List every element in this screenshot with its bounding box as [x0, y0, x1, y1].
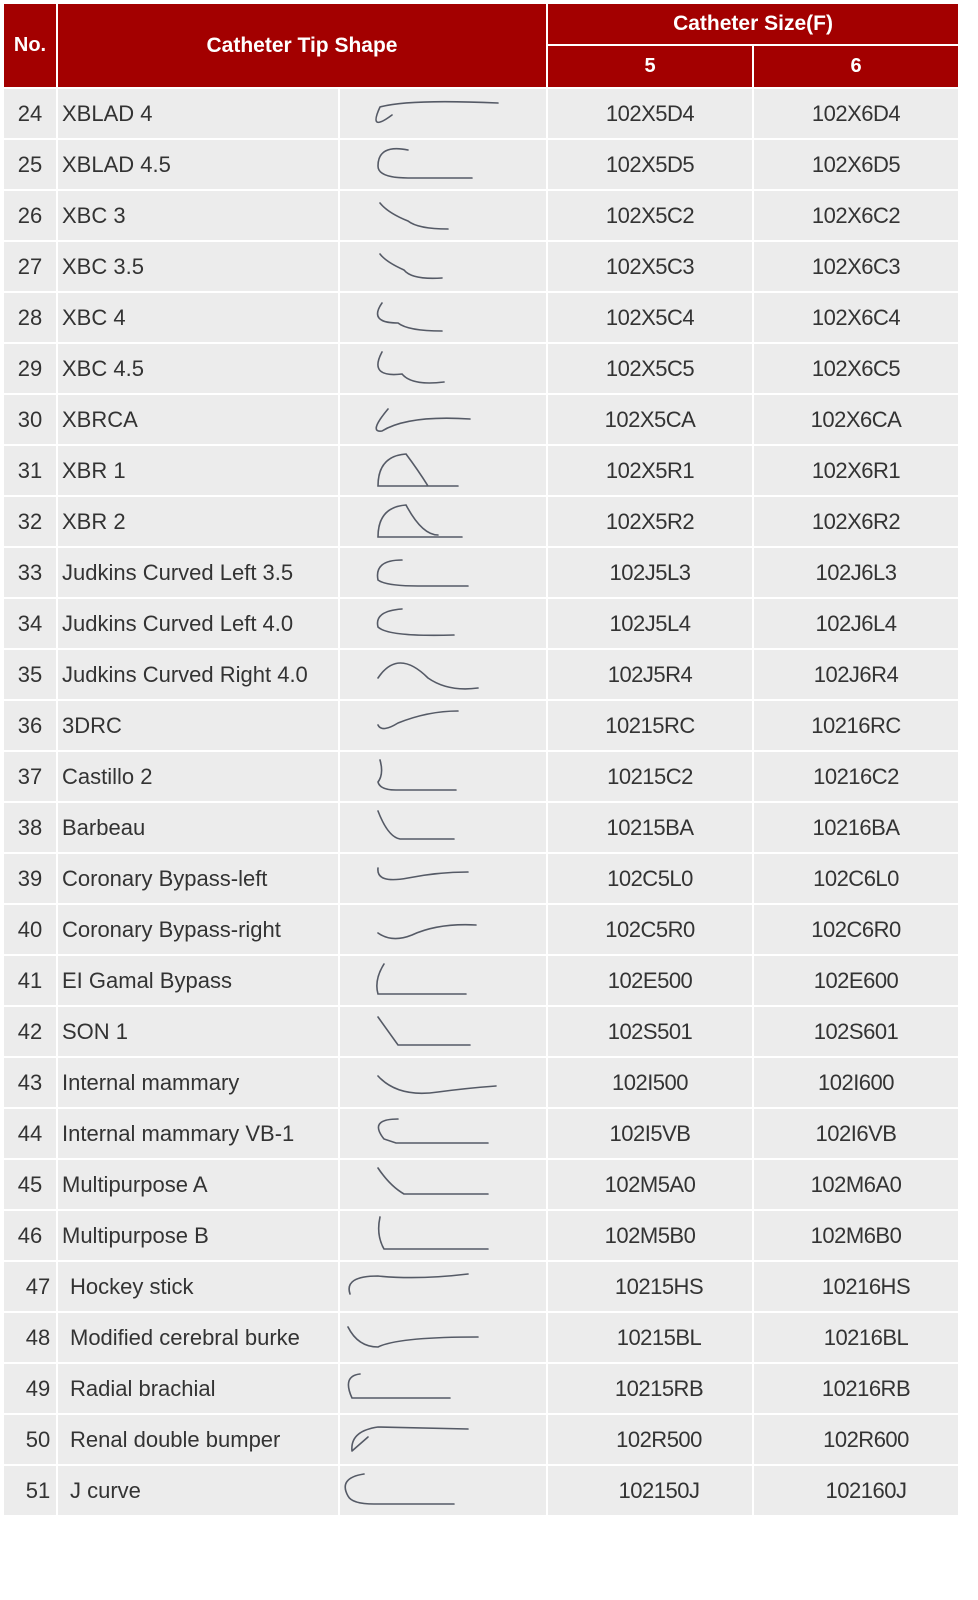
table-row	[3, 547, 959, 598]
catheter-table	[2, 2, 960, 1517]
table-row	[3, 292, 959, 343]
row-number: 47	[3, 1261, 57, 1312]
row-number: 34	[3, 598, 57, 649]
tip-shape-name: 3DRC	[57, 700, 339, 751]
table-row	[3, 1261, 959, 1312]
size-5-code: 102C5R0	[547, 904, 753, 955]
curve-line	[378, 711, 458, 729]
table-row	[3, 343, 959, 394]
table-row	[3, 1006, 959, 1057]
curve-line	[378, 1076, 496, 1093]
size-6-code: 102X6R1	[753, 445, 959, 496]
coronary-bypass-right-curve-icon	[368, 909, 518, 951]
size-5-code: 102R500	[547, 1414, 753, 1465]
curve-line	[378, 148, 472, 177]
size-6-code: 102I600	[753, 1057, 959, 1108]
tip-shape-name: Renal double bumper	[57, 1414, 339, 1465]
tip-shape-drawing	[339, 292, 547, 343]
xbrca-curve-icon	[368, 399, 518, 441]
tip-shape-name: Coronary Bypass-left	[57, 853, 339, 904]
tip-shape-name: XBC 3.5	[57, 241, 339, 292]
curve-line	[378, 924, 476, 938]
coronary-bypass-left-curve-icon	[368, 858, 518, 900]
size-6-code: 102C6R0	[753, 904, 959, 955]
curve-line	[378, 1017, 470, 1045]
size-5-code: 102X5C3	[547, 241, 753, 292]
size-6-code: 102X6R2	[753, 496, 959, 547]
size-5-code: 102E500	[547, 955, 753, 1006]
size-5-code: 102I500	[547, 1057, 753, 1108]
tip-shape-drawing	[339, 394, 547, 445]
size-6-code: 102M6B0	[753, 1210, 959, 1261]
row-number: 32	[3, 496, 57, 547]
tip-shape-name: Judkins Curved Right 4.0	[57, 649, 339, 700]
header-no: No.	[3, 3, 57, 88]
size-5-code: 102X5D4	[547, 88, 753, 139]
table-row	[3, 1108, 959, 1159]
judkins-left-3-5-curve-icon	[368, 552, 518, 594]
row-number: 42	[3, 1006, 57, 1057]
size-6-code: 10216RC	[753, 700, 959, 751]
table-row	[3, 1210, 959, 1261]
tip-shape-drawing	[339, 1210, 547, 1261]
multipurpose-a-curve-icon	[368, 1164, 518, 1206]
size-6-code: 10216C2	[753, 751, 959, 802]
size-6-code: 102X6C4	[753, 292, 959, 343]
row-number: 33	[3, 547, 57, 598]
header-row	[3, 3, 959, 45]
curve-line	[378, 352, 444, 383]
size-6-code: 102J6L4	[753, 598, 959, 649]
row-number: 39	[3, 853, 57, 904]
tip-shape-drawing	[339, 802, 547, 853]
curve-line	[345, 1474, 454, 1504]
curve-line	[378, 663, 478, 689]
table-row	[3, 1312, 959, 1363]
table-row	[3, 394, 959, 445]
son-1-curve-icon	[368, 1011, 518, 1053]
size-5-code: 102C5L0	[547, 853, 753, 904]
tip-shape-drawing	[339, 139, 547, 190]
tip-shape-name: XBC 4	[57, 292, 339, 343]
size-6-code: 102I6VB	[753, 1108, 959, 1159]
size-5-code: 102150J	[547, 1465, 753, 1516]
size-6-code: 10216BA	[753, 802, 959, 853]
tip-shape-name: XBLAD 4.5	[57, 139, 339, 190]
curve-line	[379, 1217, 488, 1249]
row-number: 51	[3, 1465, 57, 1516]
size-6-code: 10216RB	[753, 1363, 959, 1414]
table-row	[3, 241, 959, 292]
3drc-curve-icon	[368, 705, 518, 747]
tip-shape-drawing	[339, 751, 547, 802]
row-number: 49	[3, 1363, 57, 1414]
tip-shape-drawing	[339, 1159, 547, 1210]
tip-shape-name: Barbeau	[57, 802, 339, 853]
size-6-code: 102X6D5	[753, 139, 959, 190]
curve-line	[378, 868, 468, 880]
size-5-code: 102J5L3	[547, 547, 753, 598]
tip-shape-name: XBR 2	[57, 496, 339, 547]
row-number: 37	[3, 751, 57, 802]
table-row	[3, 139, 959, 190]
row-number: 48	[3, 1312, 57, 1363]
table-row	[3, 853, 959, 904]
size-5-code: 102X5R2	[547, 496, 753, 547]
size-5-code: 102M5B0	[547, 1210, 753, 1261]
row-number: 27	[3, 241, 57, 292]
tip-shape-drawing	[339, 853, 547, 904]
xbr-1-curve-icon	[368, 450, 518, 492]
row-number: 45	[3, 1159, 57, 1210]
curve-line	[380, 203, 448, 229]
size-5-code: 102I5VB	[547, 1108, 753, 1159]
tip-shape-drawing	[339, 547, 547, 598]
table-row	[3, 1465, 959, 1516]
internal-mammary-curve-icon	[368, 1062, 518, 1104]
hockey-stick-curve-icon	[338, 1266, 488, 1308]
tip-shape-drawing	[339, 955, 547, 1006]
multipurpose-b-curve-icon	[368, 1215, 518, 1257]
j-curve-icon	[338, 1470, 488, 1512]
table-row	[3, 88, 959, 139]
tip-shape-name: XBLAD 4	[57, 88, 339, 139]
castillo-2-curve-icon	[368, 756, 518, 798]
tip-shape-name: Multipurpose B	[57, 1210, 339, 1261]
row-number: 24	[3, 88, 57, 139]
tip-shape-drawing	[339, 1312, 547, 1363]
size-5-code: 102X5C4	[547, 292, 753, 343]
tip-shape-drawing	[339, 1363, 547, 1414]
tip-shape-name: XBC 4.5	[57, 343, 339, 394]
tip-shape-drawing	[339, 1108, 547, 1159]
size-6-code: 10216HS	[753, 1261, 959, 1312]
size-5-code: 10215RB	[547, 1363, 753, 1414]
row-number: 40	[3, 904, 57, 955]
tip-shape-drawing	[339, 1261, 547, 1312]
table-row	[3, 649, 959, 700]
curve-line	[377, 964, 466, 994]
tip-shape-name: Judkins Curved Left 4.0	[57, 598, 339, 649]
size-6-code: 102J6R4	[753, 649, 959, 700]
tip-shape-name: XBR 1	[57, 445, 339, 496]
curve-line	[378, 1168, 488, 1194]
size-5-code: 10215C2	[547, 751, 753, 802]
size-6-code: 102C6L0	[753, 853, 959, 904]
tip-shape-name: Radial brachial	[57, 1363, 339, 1414]
curve-line	[378, 811, 454, 839]
table-row	[3, 598, 959, 649]
internal-mammary-vb1-curve-icon	[368, 1113, 518, 1155]
curve-line	[378, 505, 462, 537]
size-5-code: 102J5L4	[547, 598, 753, 649]
xbr-2-curve-icon	[368, 501, 518, 543]
size-5-code: 102S501	[547, 1006, 753, 1057]
curve-line	[378, 760, 456, 790]
curve-line	[376, 101, 498, 122]
tip-shape-name: Hockey stick	[57, 1261, 339, 1312]
size-6-code: 10216BL	[753, 1312, 959, 1363]
row-number: 44	[3, 1108, 57, 1159]
size-5-code: 102X5CA	[547, 394, 753, 445]
size-6-code: 102R600	[753, 1414, 959, 1465]
curve-line	[380, 254, 442, 278]
row-number: 29	[3, 343, 57, 394]
table-row	[3, 496, 959, 547]
tip-shape-drawing	[339, 904, 547, 955]
row-number: 43	[3, 1057, 57, 1108]
tip-shape-name: EI Gamal Bypass	[57, 955, 339, 1006]
el-gamal-bypass-curve-icon	[368, 960, 518, 1002]
size-5-code: 102X5D5	[547, 139, 753, 190]
curve-line	[349, 1274, 468, 1294]
renal-double-bumper-curve-icon	[338, 1419, 488, 1461]
tip-shape-drawing	[339, 1414, 547, 1465]
curve-line	[378, 1119, 488, 1143]
table-row	[3, 445, 959, 496]
tip-shape-name: XBC 3	[57, 190, 339, 241]
tip-shape-drawing	[339, 1465, 547, 1516]
tip-shape-name: Internal mammary VB-1	[57, 1108, 339, 1159]
row-number: 50	[3, 1414, 57, 1465]
tip-shape-drawing	[339, 496, 547, 547]
modified-cerebral-burke-curve-icon	[338, 1317, 488, 1359]
tip-shape-drawing	[339, 700, 547, 751]
row-number: 35	[3, 649, 57, 700]
size-5-code: 10215HS	[547, 1261, 753, 1312]
header-catheter-size: Catheter Size(F)	[547, 3, 959, 45]
size-5-code: 102X5R1	[547, 445, 753, 496]
row-number: 30	[3, 394, 57, 445]
row-number: 36	[3, 700, 57, 751]
size-5-code: 102X5C2	[547, 190, 753, 241]
judkins-left-4-0-curve-icon	[368, 603, 518, 645]
size-6-code: 102E600	[753, 955, 959, 1006]
header-tip-shape: Catheter Tip Shape	[57, 3, 547, 88]
curve-line	[376, 409, 470, 431]
size-6-code: 102M6A0	[753, 1159, 959, 1210]
curve-line	[352, 1427, 468, 1451]
size-6-code: 102X6C3	[753, 241, 959, 292]
xbc-4-5-curve-icon	[368, 348, 518, 390]
tip-shape-drawing	[339, 343, 547, 394]
tip-shape-drawing	[339, 241, 547, 292]
table-row	[3, 955, 959, 1006]
tip-shape-drawing	[339, 88, 547, 139]
curve-line	[378, 303, 442, 331]
size-5-code: 102M5A0	[547, 1159, 753, 1210]
table-row	[3, 700, 959, 751]
size-6-code: 102X6C2	[753, 190, 959, 241]
tip-shape-drawing	[339, 190, 547, 241]
tip-shape-name: Modified cerebral burke	[57, 1312, 339, 1363]
tip-shape-name: J curve	[57, 1465, 339, 1516]
table-body	[3, 88, 959, 1516]
size-5-code: 10215BL	[547, 1312, 753, 1363]
tip-shape-name: Judkins Curved Left 3.5	[57, 547, 339, 598]
size-6-code: 102X6D4	[753, 88, 959, 139]
tip-shape-name: Internal mammary	[57, 1057, 339, 1108]
size-6-code: 102J6L3	[753, 547, 959, 598]
row-number: 46	[3, 1210, 57, 1261]
header-size-5: 5	[547, 45, 753, 88]
table-row	[3, 904, 959, 955]
barbeau-curve-icon	[368, 807, 518, 849]
curve-line	[348, 1327, 478, 1347]
table-row	[3, 1363, 959, 1414]
size-6-code: 102160J	[753, 1465, 959, 1516]
table-row	[3, 1057, 959, 1108]
tip-shape-drawing	[339, 649, 547, 700]
tip-shape-name: Multipurpose A	[57, 1159, 339, 1210]
xbc-4-curve-icon	[368, 297, 518, 339]
tip-shape-name: Coronary Bypass-right	[57, 904, 339, 955]
row-number: 25	[3, 139, 57, 190]
row-number: 38	[3, 802, 57, 853]
tip-shape-drawing	[339, 598, 547, 649]
curve-line	[378, 454, 458, 486]
curve-line	[378, 560, 469, 586]
table-row	[3, 751, 959, 802]
tip-shape-name: XBRCA	[57, 394, 339, 445]
size-6-code: 102S601	[753, 1006, 959, 1057]
xbc-3-curve-icon	[368, 195, 518, 237]
tip-shape-drawing	[339, 1006, 547, 1057]
tip-shape-drawing	[339, 445, 547, 496]
size-5-code: 102X5C5	[547, 343, 753, 394]
tip-shape-name: Castillo 2	[57, 751, 339, 802]
table-row	[3, 1414, 959, 1465]
curve-line	[378, 609, 455, 635]
table-row	[3, 1159, 959, 1210]
radial-brachial-curve-icon	[338, 1368, 488, 1410]
table-row	[3, 802, 959, 853]
size-5-code: 10215RC	[547, 700, 753, 751]
row-number: 41	[3, 955, 57, 1006]
curve-line	[348, 1374, 450, 1398]
size-6-code: 102X6CA	[753, 394, 959, 445]
size-6-code: 102X6C5	[753, 343, 959, 394]
tip-shape-name: SON 1	[57, 1006, 339, 1057]
tip-shape-drawing	[339, 1057, 547, 1108]
judkins-right-4-0-curve-icon	[368, 654, 518, 696]
xblad-4-5-curve-icon	[368, 144, 518, 186]
row-number: 28	[3, 292, 57, 343]
size-5-code: 10215BA	[547, 802, 753, 853]
xblad-4-curve-icon	[368, 93, 518, 135]
row-number: 26	[3, 190, 57, 241]
row-number: 31	[3, 445, 57, 496]
header-size-6: 6	[753, 45, 959, 88]
table-row	[3, 190, 959, 241]
xbc-3-5-curve-icon	[368, 246, 518, 288]
size-5-code: 102J5R4	[547, 649, 753, 700]
